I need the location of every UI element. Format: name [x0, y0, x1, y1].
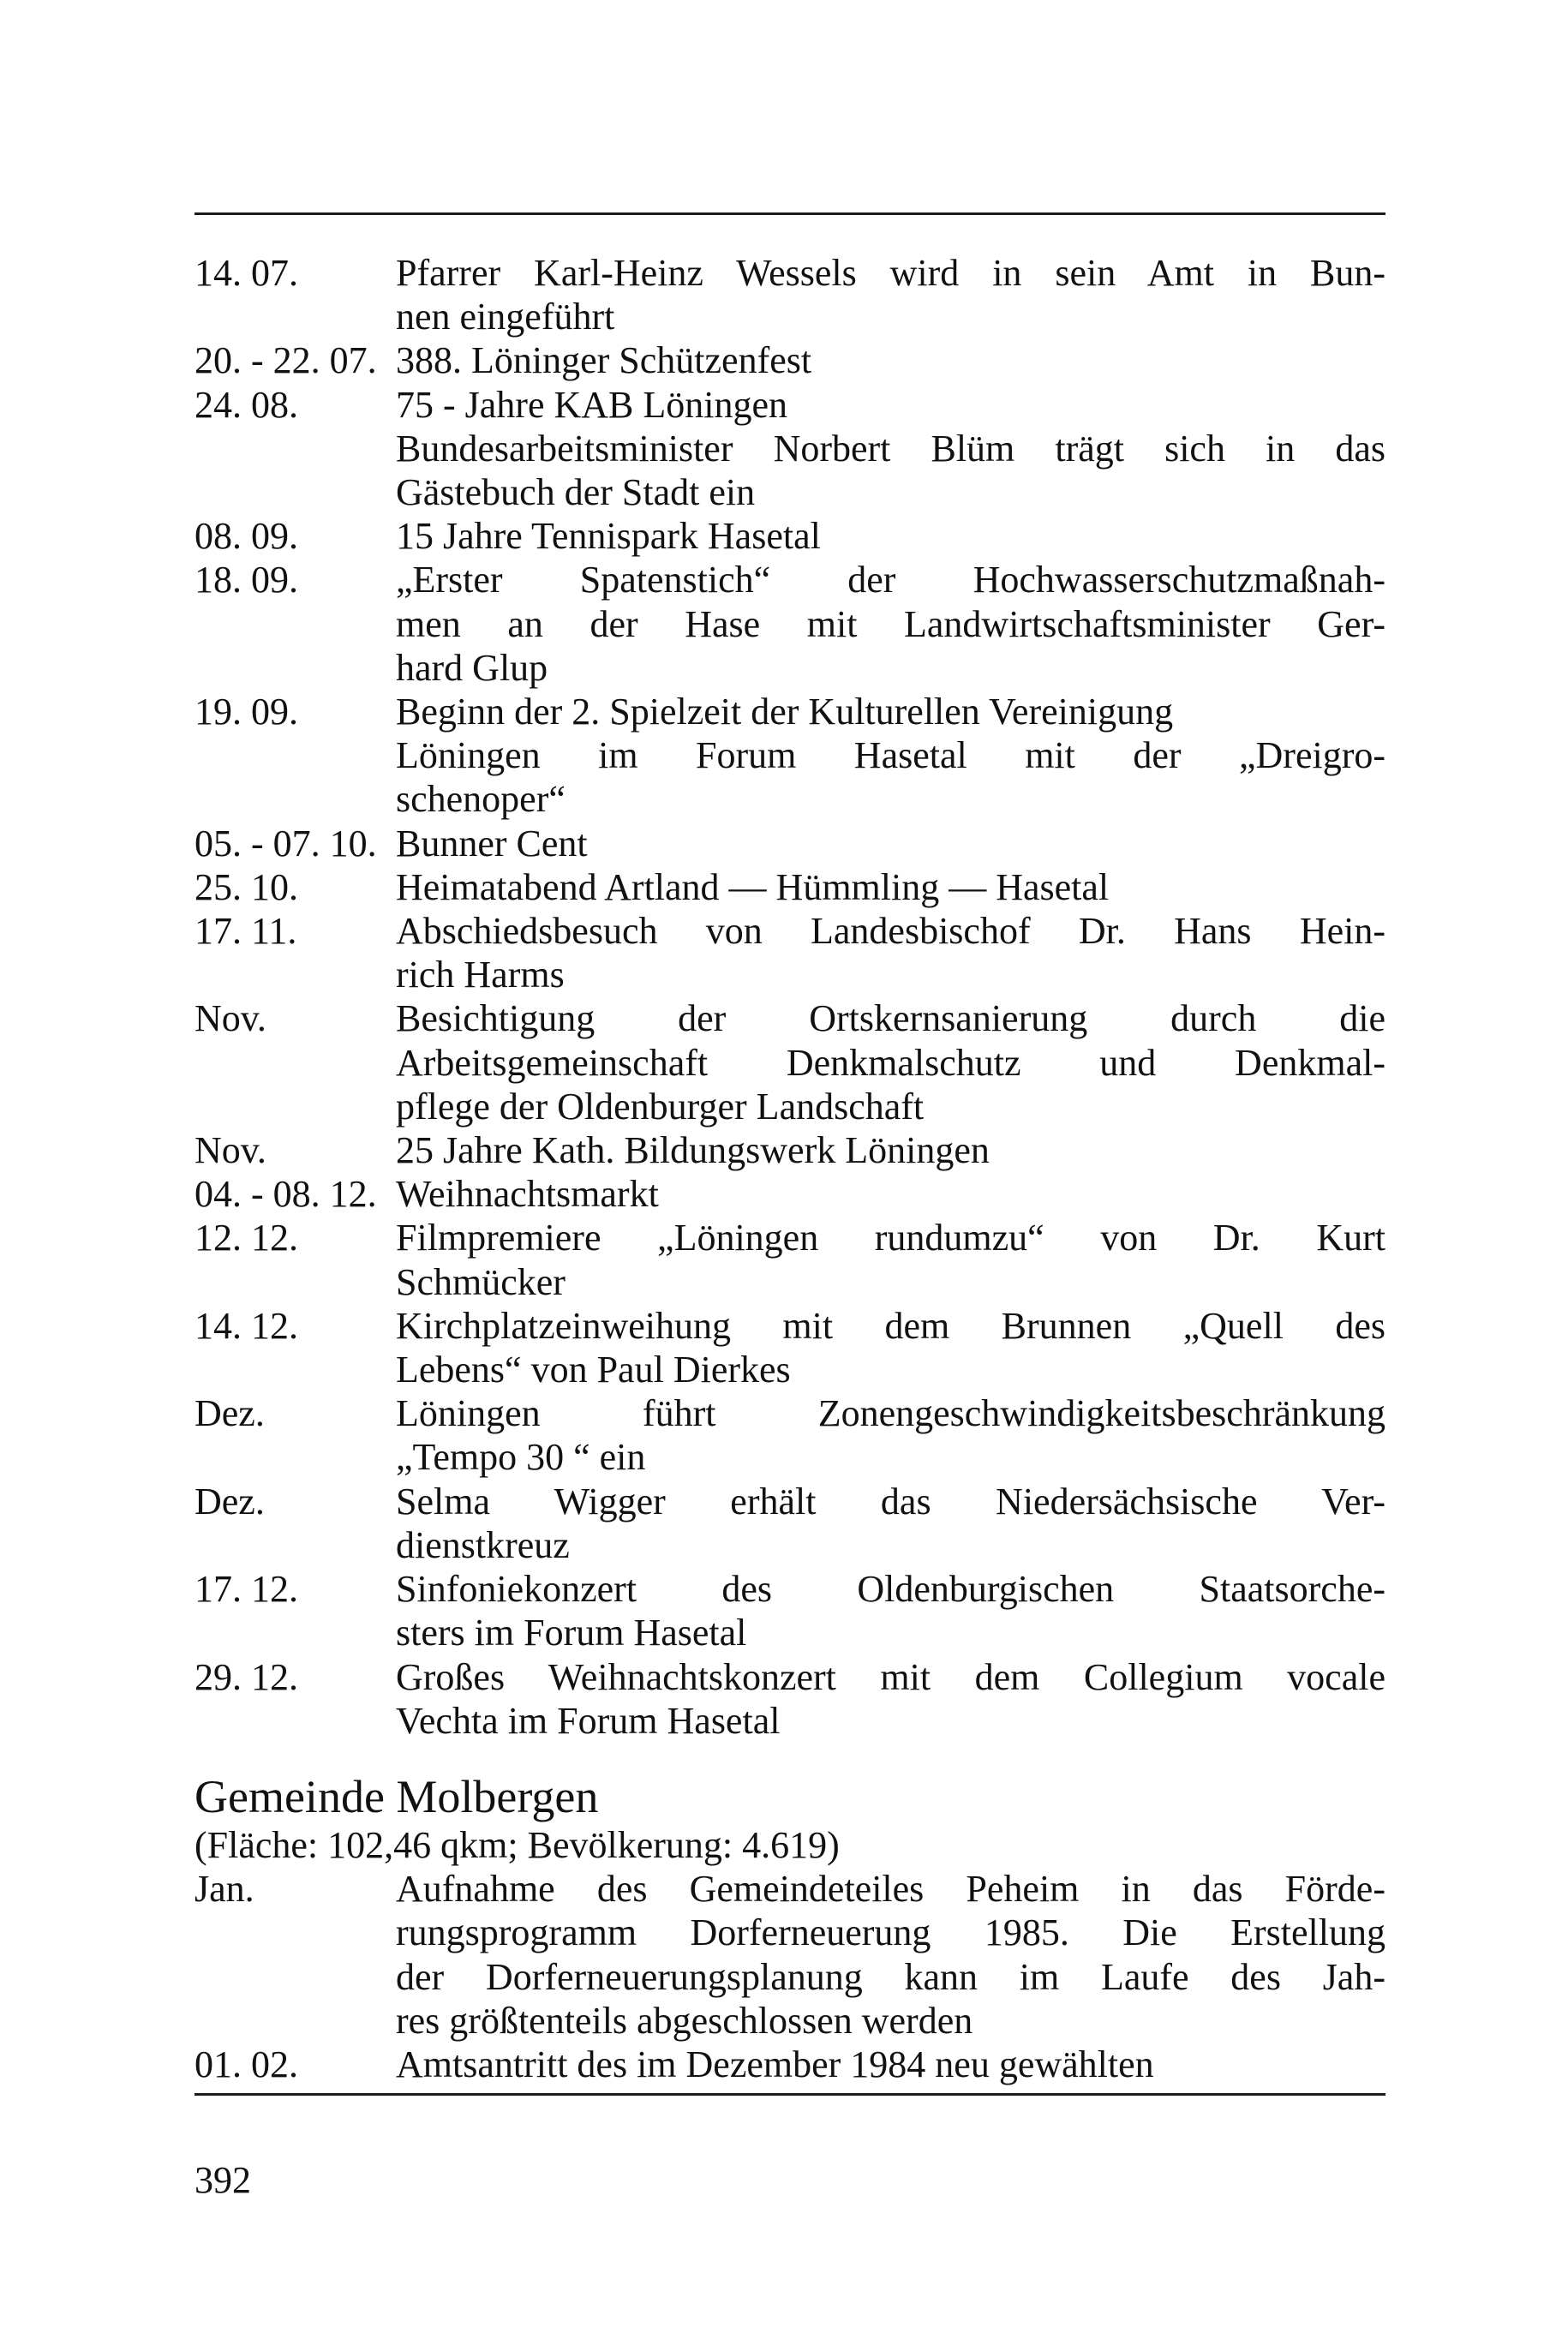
entry-text-line: Filmpremiere „Löningen rundumzu“ von Dr. Kurt: [396, 1217, 1385, 1259]
chronicle-entry: [195, 1391, 1385, 1479]
entry-text-line: 75 - Jahre KAB Löningen: [396, 383, 788, 426]
chronicle-entry: [195, 822, 1385, 865]
chronicle-entries-loeningen: [195, 251, 1385, 1743]
entry-text: [396, 558, 1385, 690]
entry-text-line: Kirchplatzeinweihung mit dem Brunnen „Quell des: [396, 1304, 1385, 1347]
entry-text: [396, 1480, 1385, 1567]
entry-text-line: Weihnachtsmarkt: [396, 1173, 659, 1216]
entry-text: [396, 1655, 1385, 1743]
entry-text: [396, 996, 1385, 1128]
entry-text: [396, 1867, 1385, 2043]
chronicle-entry: [195, 909, 1385, 996]
section-meta: (Fläche: 102,46 qkm; Bevölkerung: 4.619): [195, 1824, 840, 1866]
entry-text-line: Besichtigung der Ortskernsanierung durch die: [396, 997, 1385, 1040]
entry-date: Jan.: [195, 1868, 254, 1911]
entry-text-line: „Tempo 30 “ ein: [396, 1436, 646, 1479]
entry-text-line: „Erster Spatenstich“ der Hochwasserschutzmaßnah-: [396, 559, 1385, 601]
page-number: 392: [195, 2159, 251, 2201]
chronicle-entry: [195, 1567, 1385, 1654]
entry-text: [396, 865, 1385, 909]
entry-text-line: Sinfoniekonzert des Oldenburgischen Staatsorche-: [396, 1568, 1385, 1611]
entry-date: Nov.: [195, 997, 266, 1040]
entry-date: 24. 08.: [195, 383, 298, 426]
entry-text-line: Lebens“ von Paul Dierkes: [396, 1349, 791, 1391]
entry-text-line: hard Glup: [396, 646, 548, 689]
entry-text: [396, 338, 1385, 382]
entry-text-line: Gästebuch der Stadt ein: [396, 471, 756, 514]
entry-text-line: Löningen im Forum Hasetal mit der „Dreigro-: [396, 734, 1385, 777]
entry-text: [396, 514, 1385, 558]
chronicle-entry: [195, 383, 1385, 515]
entry-date: 18. 09.: [195, 559, 298, 601]
entry-text: [396, 2043, 1385, 2086]
section-molbergen: [195, 1770, 1385, 2086]
chronicle-entry: [195, 865, 1385, 909]
entry-text-line: 15 Jahre Tennispark Hasetal: [396, 515, 821, 558]
entry-text-line: Bundesarbeitsminister Norbert Blüm trägt sich in das: [396, 427, 1385, 470]
entry-date: 14. 07.: [195, 252, 298, 294]
entry-date: 01. 02.: [195, 2043, 298, 2086]
entry-text-line: Aufnahme des Gemeindeteiles Peheim in das Förde-: [396, 1868, 1385, 1911]
entry-text: [396, 1128, 1385, 1172]
entry-date: 08. 09.: [195, 515, 298, 558]
entry-text-line: Bunner Cent: [396, 822, 588, 864]
entry-date: 19. 09.: [195, 691, 298, 733]
chronicle-entry: [195, 690, 1385, 822]
entry-text-line: men an der Hase mit Landwirtschaftsminister Ger-: [396, 602, 1385, 645]
entry-date: 29. 12.: [195, 1655, 298, 1698]
entry-date: Nov.: [195, 1129, 266, 1172]
entry-date: 05. - 07. 10.: [195, 822, 377, 864]
entry-text-line: Schmücker: [396, 1260, 566, 1303]
entry-text-line: Selma Wigger erhält das Niedersächsische Ver-: [396, 1480, 1385, 1522]
entry-text-line: sters im Forum Hasetal: [396, 1612, 747, 1654]
entry-text-line: Löningen führt Zonengeschwindigkeitsbeschränkung: [396, 1392, 1385, 1435]
entry-text: [396, 1172, 1385, 1216]
chronicle-entry: [195, 1128, 1385, 1172]
section-heading: Gemeinde Molbergen: [195, 1771, 599, 1822]
entry-text-line: schenoper“: [396, 778, 566, 821]
entry-text: [396, 1216, 1385, 1303]
chronicle-entry: [195, 514, 1385, 558]
entry-date: 12. 12.: [195, 1217, 298, 1259]
entry-text-line: dienstkreuz: [396, 1523, 570, 1566]
entry-text: [396, 1567, 1385, 1654]
entry-text-line: Heimatabend Artland — Hümmling — Hasetal: [396, 865, 1110, 908]
entry-text: [396, 822, 1385, 865]
entry-text: [396, 690, 1385, 822]
chronicle-entry: [195, 1655, 1385, 1743]
entry-text: [396, 1391, 1385, 1479]
entry-text-line: pflege der Oldenburger Landschaft: [396, 1085, 925, 1128]
entry-text: [396, 251, 1385, 338]
entry-text-line: 388. Löninger Schützenfest: [396, 339, 812, 382]
entry-date: 25. 10.: [195, 865, 298, 908]
chronicle-entry: [195, 558, 1385, 690]
entry-date: Dez.: [195, 1392, 265, 1435]
entry-text: [396, 909, 1385, 996]
chronicle-entry: [195, 996, 1385, 1128]
entry-date: 04. - 08. 12.: [195, 1173, 377, 1216]
entry-text-line: Beginn der 2. Spielzeit der Kulturellen Vereinigung: [396, 691, 1174, 733]
entry-text-line: Vechta im Forum Hasetal: [396, 1699, 781, 1742]
entry-text-line: rungsprogramm Dorferneuerung 1985. Die Erstellung: [396, 1911, 1385, 1954]
entry-date: 14. 12.: [195, 1304, 298, 1347]
top-rule: [195, 212, 1385, 215]
entry-text: [396, 383, 1385, 515]
entry-text-line: Großes Weihnachtskonzert mit dem Collegium vocale: [396, 1655, 1385, 1698]
chronicle-entry: [195, 1867, 1385, 2043]
chronicle-entries-molbergen: [195, 1867, 1385, 2086]
entry-text-line: Pfarrer Karl-Heinz Wessels wird in sein Amt in Bun-: [396, 252, 1385, 294]
chronicle-entry: [195, 1216, 1385, 1303]
entry-date: 17. 12.: [195, 1568, 298, 1611]
entry-text-line: Amtsantritt des im Dezember 1984 neu gewählten: [396, 2043, 1154, 2086]
chronicle-entry: [195, 1304, 1385, 1391]
bottom-rule: [195, 2093, 1385, 2096]
chronicle-entry: [195, 1172, 1385, 1216]
chronicle-entry: [195, 251, 1385, 338]
entry-text-line: Arbeitsgemeinschaft Denkmalschutz und Denkmal-: [396, 1041, 1385, 1084]
entry-date: Dez.: [195, 1480, 265, 1522]
chronicle-entry: [195, 338, 1385, 382]
entry-text: [396, 1304, 1385, 1391]
chronicle-entry: [195, 1480, 1385, 1567]
entry-date: 20. - 22. 07.: [195, 339, 377, 382]
entry-text-line: der Dorferneuerungsplanung kann im Laufe des Jah-: [396, 1955, 1385, 1998]
entry-text-line: res größtenteils abgeschlossen werden: [396, 1999, 973, 2042]
entry-date: 17. 11.: [195, 910, 297, 953]
entry-text-line: 25 Jahre Kath. Bildungswerk Löningen: [396, 1129, 990, 1172]
entry-text-line: Abschiedsbesuch von Landesbischof Dr. Hans Hein-: [396, 910, 1385, 953]
entry-text-line: nen eingeführt: [396, 296, 615, 338]
chronicle-entry: [195, 2043, 1385, 2086]
entry-text-line: rich Harms: [396, 954, 565, 996]
